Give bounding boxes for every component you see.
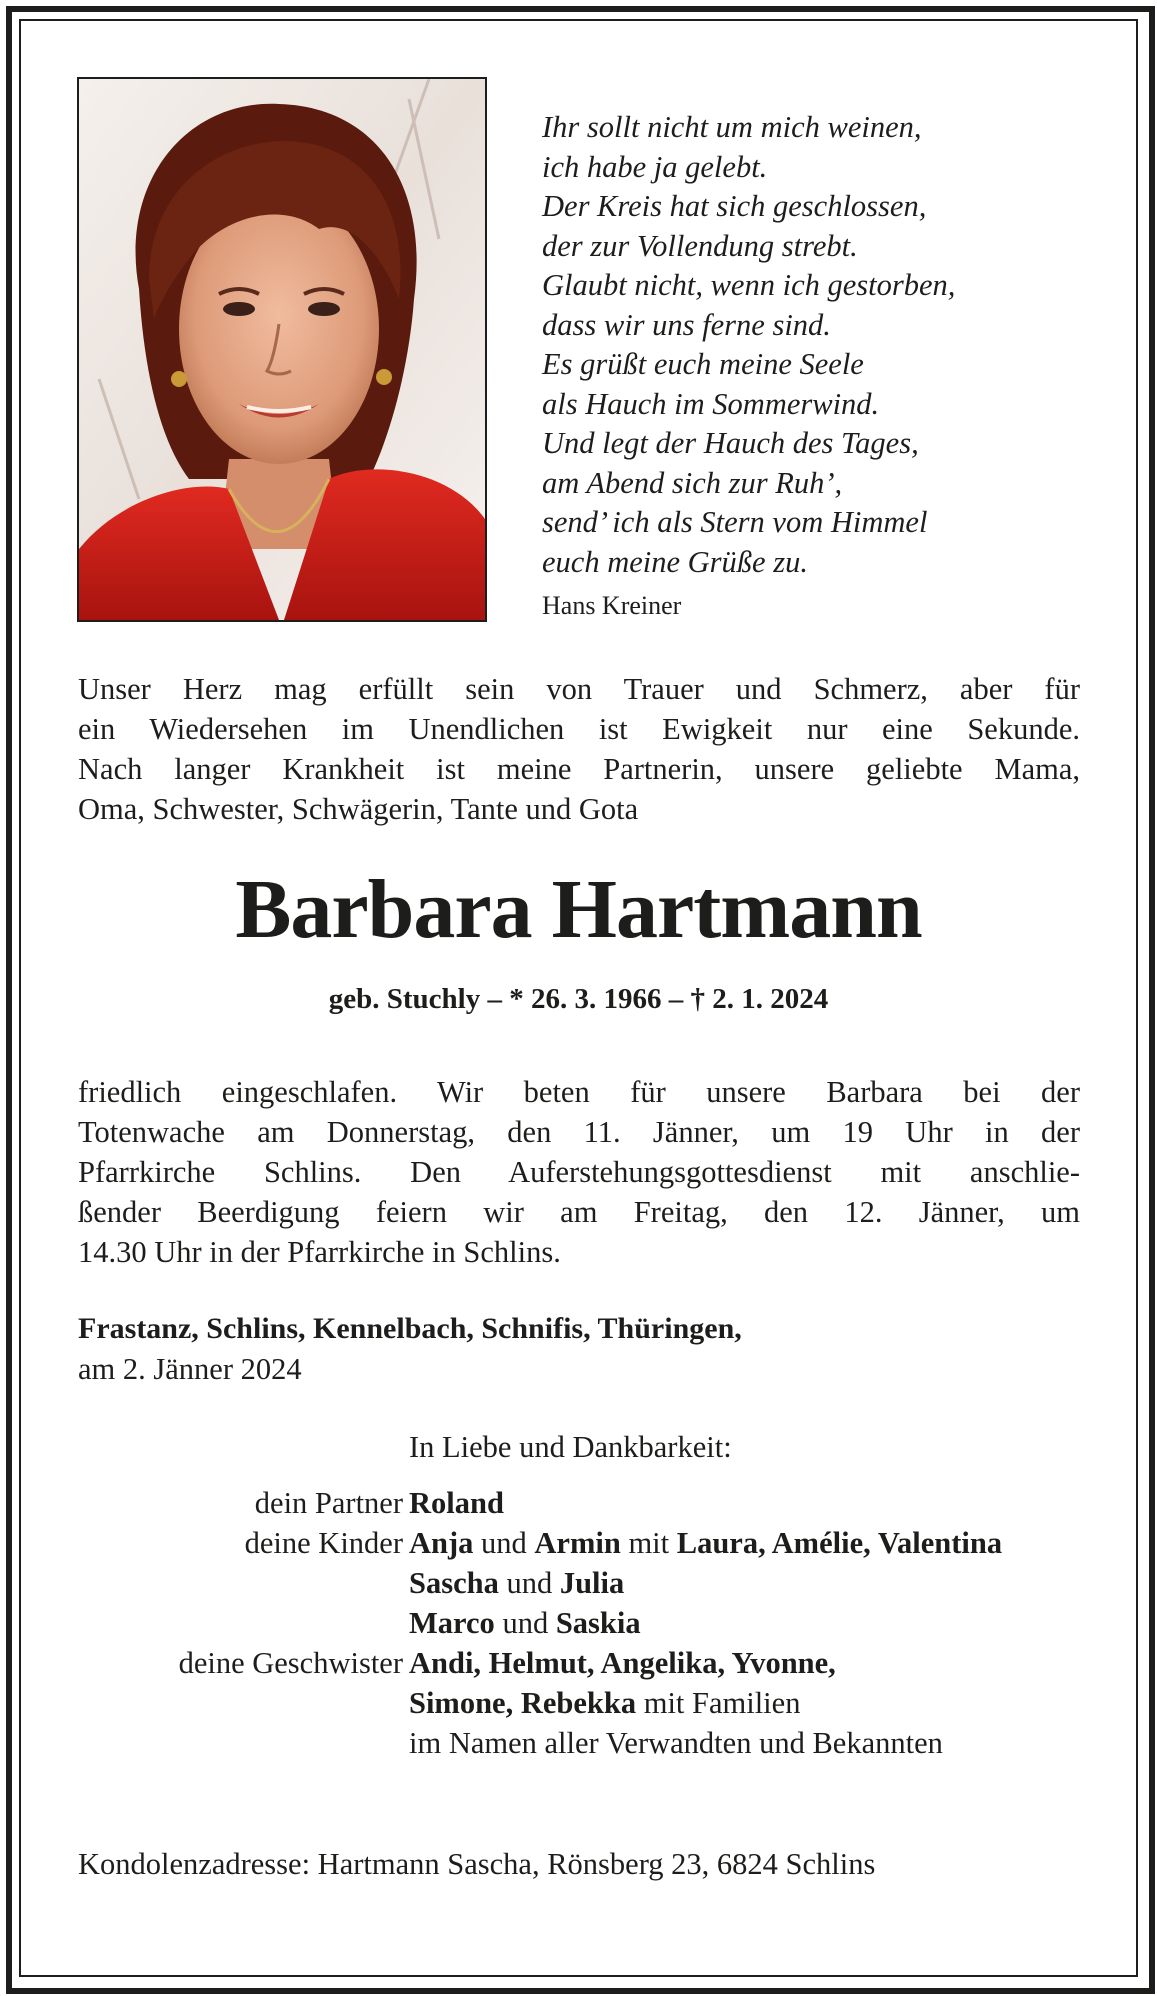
intro-line: Unser Herz mag erfüllt sein von Trauer und Schmerz, aber für — [78, 672, 1080, 706]
poem-line: am Abend sich zur Ruh’, — [542, 465, 843, 500]
poem — [542, 108, 955, 582]
poem-line: euch meine Grüße zu. — [542, 544, 808, 579]
children-label: deine Kinder — [244, 1526, 403, 1560]
birth-death-dates: geb. Stuchly – * 26. 3. 1966 – † 2. 1. 2024 — [328, 983, 829, 1015]
siblings-line-1 — [409, 1646, 836, 1681]
poem-author: Hans Kreiner — [542, 591, 682, 620]
places: Frastanz, Schlins, Kennelbach, Schnifis, Thüringen, — [78, 1312, 742, 1345]
thanks-line: In Liebe und Dankbarkeit: — [409, 1430, 732, 1464]
portrait-photo — [77, 77, 487, 622]
deceased-name: Barbara Hartmann — [235, 863, 922, 956]
notice-date: am 2. Jänner 2024 — [78, 1352, 302, 1386]
child-name: Armin — [534, 1526, 621, 1560]
child-name: Sascha — [409, 1566, 499, 1600]
condolence-address: Kondolenzadresse: Hartmann Sascha, Rönsberg 23, 6824 Schlins — [78, 1847, 876, 1881]
poem-line: send’ ich als Stern vom Himmel — [542, 505, 928, 539]
partner-name-text: Roland — [409, 1486, 504, 1520]
partner-label: dein Partner — [254, 1486, 403, 1520]
poem-line: ich habe ja gelebt. — [542, 149, 768, 184]
poem-line: als Hauch im Sommerwind. — [542, 386, 880, 421]
intro-line: ein Wiedersehen im Unendlichen ist Ewigkeit nur eine Sekunde. — [78, 712, 1080, 746]
connector-text: und — [473, 1526, 535, 1560]
child-name: Anja — [409, 1526, 474, 1560]
connector-text: und — [498, 1566, 560, 1600]
connector-text: mit — [620, 1526, 677, 1560]
siblings-line-2 — [409, 1686, 800, 1721]
poem-line: Der Kreis hat sich geschlossen, — [542, 189, 927, 223]
poem-line: Und legt der Hauch des Tages, — [542, 426, 919, 460]
intro-paragraph — [78, 669, 1080, 829]
connector-text: mit Familien — [636, 1686, 801, 1720]
grandchildren-names: Laura, Amélie, Valentina — [676, 1526, 1003, 1560]
siblings-label: deine Geschwister — [178, 1646, 403, 1680]
child-name: Julia — [559, 1566, 625, 1600]
children-line-1 — [409, 1526, 1002, 1561]
portrait-illustration — [79, 79, 485, 620]
service-line: Totenwache am Donnerstag, den 11. Jänner, um 19 Uhr in der — [78, 1115, 1080, 1149]
service-line: Pfarrkirche Schlins. Den Auferstehungsgottesdienst mit anschlie- — [78, 1155, 1080, 1189]
children-line-3 — [409, 1606, 641, 1641]
poem-line: Es grüßt euch meine Seele — [542, 347, 864, 381]
service-line: friedlich eingeschlafen. Wir beten für unsere Barbara bei der — [78, 1075, 1080, 1109]
child-name: Marco — [409, 1606, 495, 1640]
poem-line: der zur Vollendung strebt. — [542, 228, 858, 263]
service-line: 14.30 Uhr in der Pfarrkirche in Schlins. — [78, 1235, 561, 1269]
poem-line: Glaubt nicht, wenn ich gestorben, — [542, 268, 956, 302]
poem-line: dass wir uns ferne sind. — [542, 307, 831, 342]
poem-line: Ihr sollt nicht um mich weinen, — [542, 110, 922, 144]
siblings-names: Andi, Helmut, Angelika, Yvonne, — [409, 1646, 836, 1680]
child-name: Saskia — [555, 1606, 641, 1640]
siblings-names: Simone, Rebekka — [409, 1686, 637, 1720]
intro-line: Nach langer Krankheit ist meine Partnerin, unsere geliebte Mama, — [78, 752, 1080, 786]
relatives-line: im Namen aller Verwandten und Bekannten — [409, 1726, 943, 1760]
service-line: ßender Beerdigung feiern wir am Freitag, den 12. Jänner, um — [78, 1195, 1080, 1229]
service-paragraph — [78, 1072, 1080, 1272]
partner-name — [409, 1486, 504, 1521]
children-line-2 — [409, 1566, 624, 1601]
intro-line: Oma, Schwester, Schwägerin, Tante und Gota — [78, 792, 639, 826]
connector-text: und — [494, 1606, 556, 1640]
